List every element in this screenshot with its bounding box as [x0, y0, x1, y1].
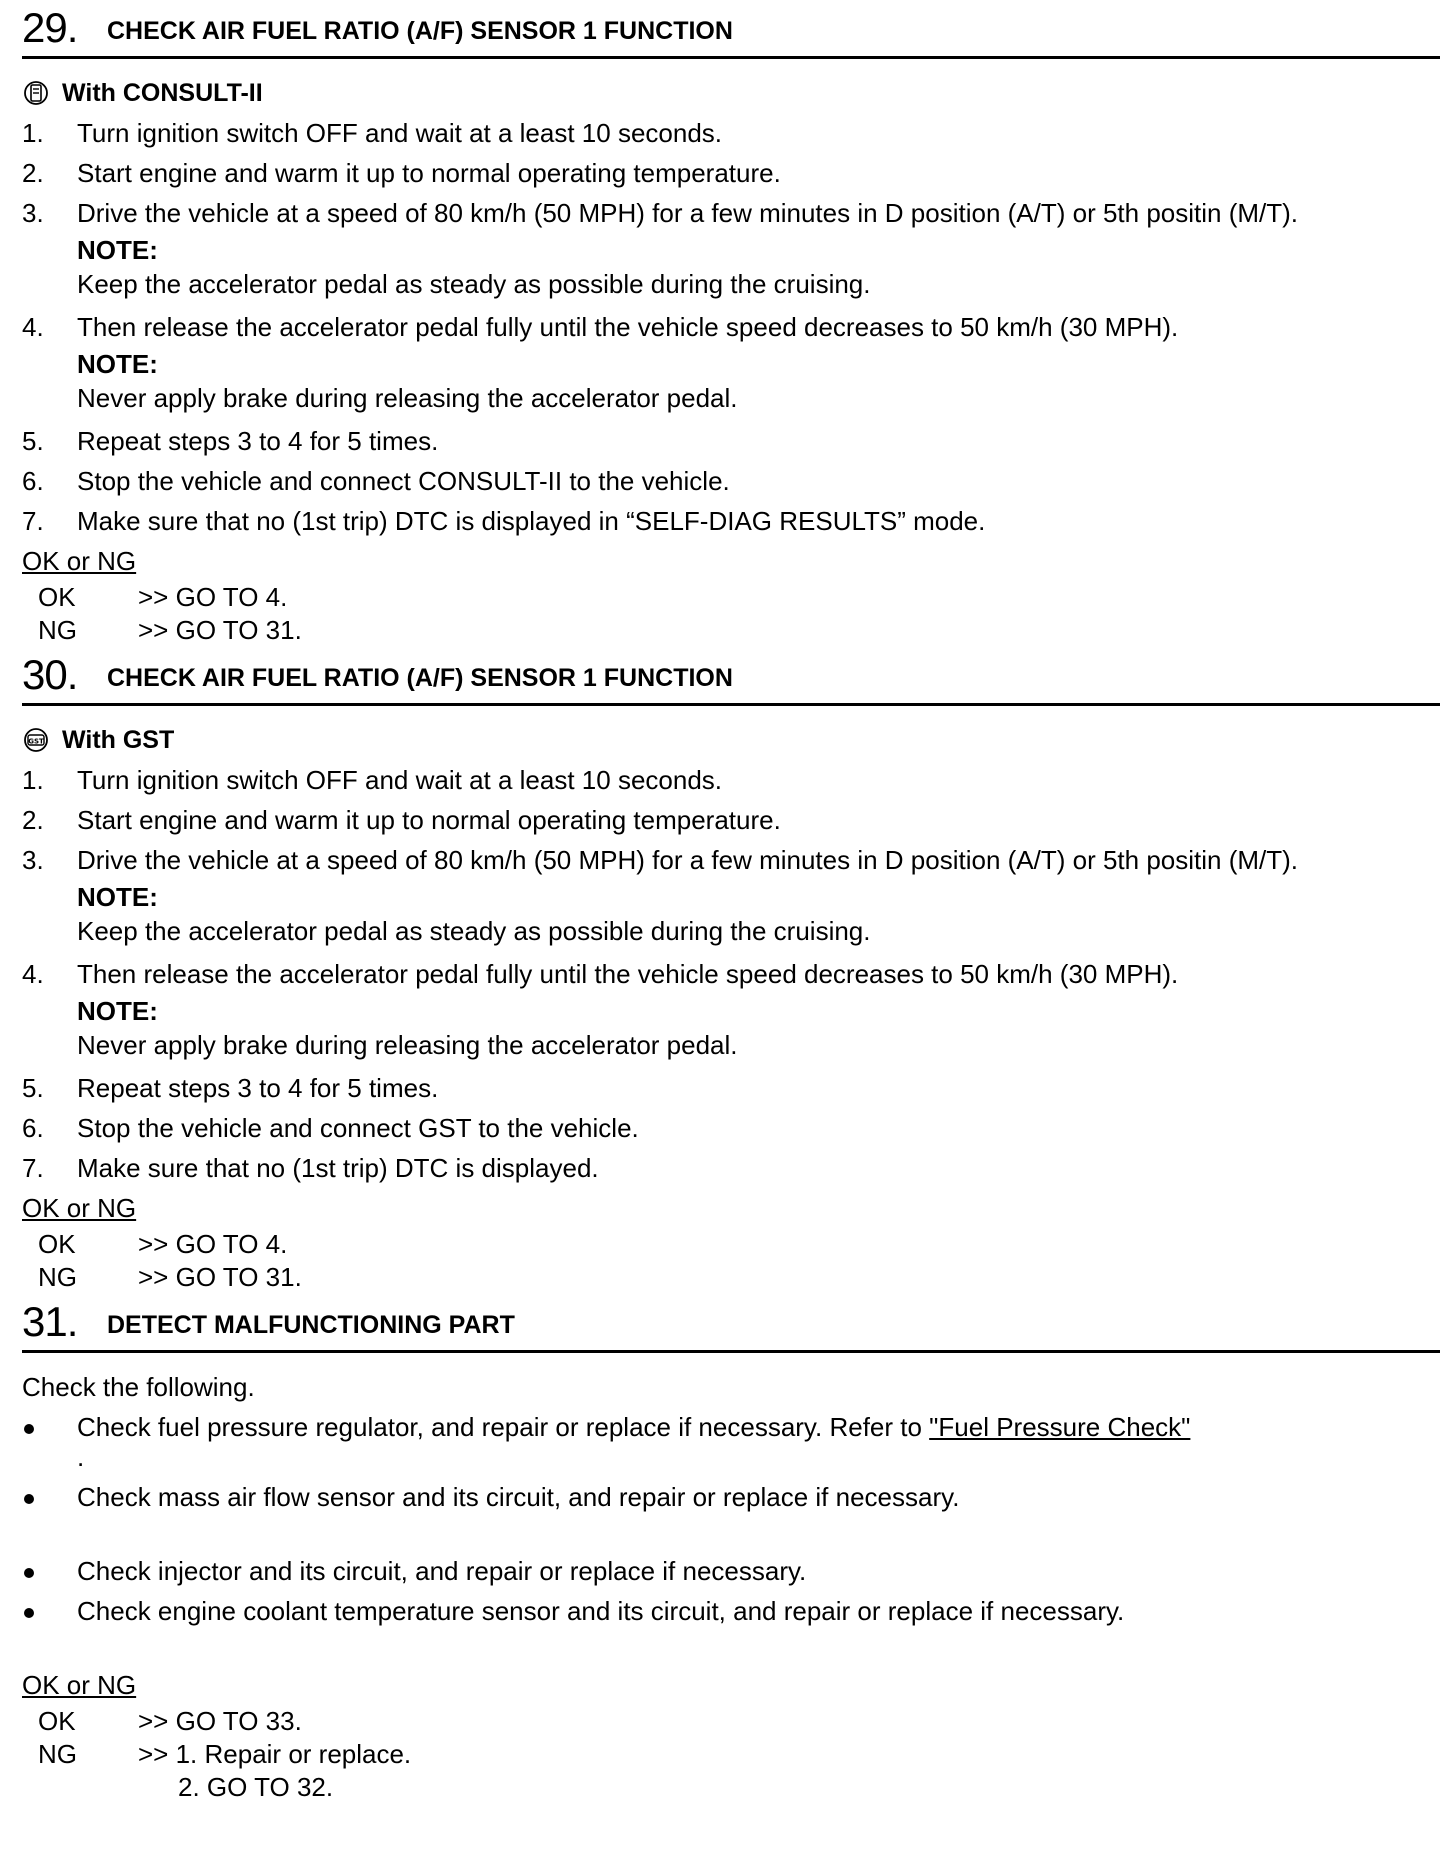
bullet-icon: [24, 1568, 34, 1578]
step-number: 5.: [22, 1073, 44, 1103]
section-30: [22, 647, 1440, 1294]
check-text: Check mass air flow sensor and its circuit, and repair or replace if necessary.: [77, 1482, 960, 1512]
procedure-steps: [22, 760, 1440, 1188]
section-title: DETECT MALFUNCTIONING PART: [107, 1311, 515, 1339]
note-text: Never apply brake during releasing the accelerator pedal.: [77, 383, 738, 413]
step-number: 4.: [22, 959, 44, 989]
step-text: Stop the vehicle and connect GST to the vehicle.: [77, 1113, 639, 1143]
step-text: Make sure that no (1st trip) DTC is displayed.: [77, 1153, 599, 1183]
section-header: [22, 647, 1440, 706]
result-action: 2. GO TO 32.: [178, 1772, 334, 1802]
step-number: 6.: [22, 1113, 44, 1143]
document-page: [22, 0, 1440, 1804]
section-header: [22, 1294, 1440, 1353]
section-header: [22, 0, 1440, 59]
result-ng: [22, 1261, 1440, 1294]
step-text: Turn ignition switch OFF and wait at a least 10 seconds.: [77, 765, 723, 795]
step-text: Stop the vehicle and connect CONSULT-II to the vehicle.: [77, 466, 730, 496]
list-item: [22, 1477, 1440, 1517]
list-item: [22, 307, 1440, 415]
step-number: 4.: [22, 312, 44, 342]
list-item: [22, 1108, 1440, 1148]
check-text: Check fuel pressure regulator, and repair or replace if necessary. Refer to: [77, 1412, 930, 1442]
result-key: OK: [38, 1706, 76, 1736]
step-text: Then release the accelerator pedal fully until the vehicle speed decreases to 50 km/h (30 MPH).: [77, 312, 1179, 342]
ok-or-ng-label: OK or NG: [22, 546, 137, 576]
step-text: Then release the accelerator pedal fully until the vehicle speed decreases to 50 km/h (30 MPH).: [77, 959, 1179, 989]
step-text: Drive the vehicle at a speed of 80 km/h (50 MPH) for a few minutes in D position (A/T) or 5th positin (M/T).: [77, 198, 1299, 228]
note-label: NOTE:: [77, 349, 158, 379]
step-number: 2.: [22, 158, 44, 188]
result-key: NG: [38, 1262, 77, 1292]
subheading-text: With GST: [62, 726, 175, 754]
result-key: OK: [38, 1229, 76, 1259]
result-action: >> GO TO 33.: [138, 1706, 302, 1736]
step-text: Repeat steps 3 to 4 for 5 times.: [77, 426, 439, 456]
section-29: [22, 0, 1440, 647]
step-text: Repeat steps 3 to 4 for 5 times.: [77, 1073, 439, 1103]
svg-text:GST: GST: [28, 737, 44, 746]
ok-or-ng-label: OK or NG: [22, 1193, 137, 1223]
result-ng-continued: [22, 1771, 1440, 1804]
list-item: [22, 153, 1440, 193]
bullet-icon: [24, 1608, 34, 1618]
consult-tool-icon: [22, 80, 56, 106]
list-item: [22, 1591, 1440, 1631]
step-text: Make sure that no (1st trip) DTC is displayed in “SELF-DIAG RESULTS” mode.: [77, 506, 986, 536]
result-action: >> GO TO 4.: [138, 1229, 288, 1259]
note-text: Never apply brake during releasing the accelerator pedal.: [77, 1030, 738, 1060]
list-item: [22, 760, 1440, 800]
check-text: Check engine coolant temperature sensor and its circuit, and repair or replace if necessary.: [77, 1596, 1125, 1626]
result-key: OK: [38, 582, 76, 612]
result-action: >> GO TO 31.: [138, 615, 302, 645]
step-text: Start engine and warm it up to normal operating temperature.: [77, 805, 781, 835]
step-number: 6.: [22, 466, 44, 496]
note-label: NOTE:: [77, 882, 158, 912]
consult-subheading: [22, 73, 1440, 113]
step-text: Drive the vehicle at a speed of 80 km/h (50 MPH) for a few minutes in D position (A/T) or 5th positin (M/T).: [77, 845, 1299, 875]
intro-text: Check the following.: [22, 1372, 255, 1402]
list-item: [22, 461, 1440, 501]
gst-tool-icon: [22, 727, 56, 753]
step-text: Turn ignition switch OFF and wait at a least 10 seconds.: [77, 118, 723, 148]
result-ok: [22, 1228, 1440, 1261]
gst-subheading: [22, 720, 1440, 760]
result-ng: [22, 614, 1440, 647]
check-text: Check injector and its circuit, and repair or replace if necessary.: [77, 1556, 807, 1586]
step-number: 3.: [22, 845, 44, 875]
section-title: CHECK AIR FUEL RATIO (A/F) SENSOR 1 FUNCTION: [107, 664, 733, 692]
step-number: 5.: [22, 426, 44, 456]
list-item: [22, 113, 1440, 153]
note-label: NOTE:: [77, 235, 158, 265]
step-number: 1.: [22, 765, 44, 795]
list-item: [22, 421, 1440, 461]
list-item: [22, 1068, 1440, 1108]
list-item: [22, 800, 1440, 840]
list-item: [22, 193, 1440, 301]
section-number: 30.: [22, 651, 78, 698]
bullet-icon: [24, 1424, 34, 1434]
result-action: >> GO TO 31.: [138, 1262, 302, 1292]
step-number: 2.: [22, 805, 44, 835]
section-title: CHECK AIR FUEL RATIO (A/F) SENSOR 1 FUNCTION: [107, 17, 733, 45]
list-item: [22, 840, 1440, 948]
note-text: Keep the accelerator pedal as steady as possible during the cruising.: [77, 269, 871, 299]
list-item: [22, 1551, 1440, 1591]
list-item: [22, 954, 1440, 1062]
fuel-pressure-check-link[interactable]: "Fuel Pressure Check": [929, 1412, 1191, 1442]
list-item: [22, 1407, 1440, 1472]
subheading-text: With CONSULT-II: [62, 79, 263, 107]
result-key: NG: [38, 1739, 77, 1769]
list-item: [22, 501, 1440, 541]
bullet-icon: [24, 1494, 34, 1504]
step-number: 1.: [22, 118, 44, 148]
step-number: 3.: [22, 198, 44, 228]
procedure-steps: [22, 113, 1440, 541]
step-number: 7.: [22, 1153, 44, 1183]
result-ok: [22, 1705, 1440, 1738]
section-number: 29.: [22, 4, 78, 51]
result-action: >> 1. Repair or replace.: [138, 1739, 412, 1769]
result-action: >> GO TO 4.: [138, 582, 288, 612]
section-number: 31.: [22, 1298, 78, 1345]
step-number: 7.: [22, 506, 44, 536]
result-ok: [22, 581, 1440, 614]
note-text: Keep the accelerator pedal as steady as possible during the cruising.: [77, 916, 871, 946]
result-key: NG: [38, 615, 77, 645]
note-label: NOTE:: [77, 996, 158, 1026]
section-31: [22, 1294, 1440, 1804]
list-item: [22, 1148, 1440, 1188]
result-ng: [22, 1738, 1440, 1771]
ok-or-ng-label: OK or NG: [22, 1670, 137, 1700]
step-text: Start engine and warm it up to normal operating temperature.: [77, 158, 781, 188]
check-list: [22, 1407, 1440, 1631]
trailing-period: .: [77, 1442, 85, 1472]
